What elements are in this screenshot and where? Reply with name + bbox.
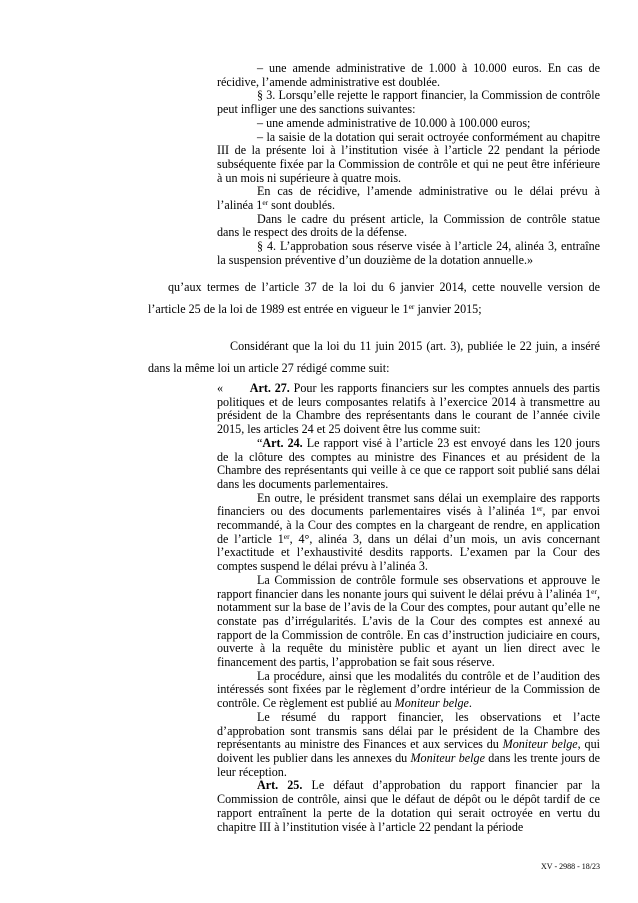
paragraph: “Art. 24. Le rapport visé à l’article 23 est envoyé dans les 120 jours de la clôture des comptes au ministre des Finances et au président de la Chambre des représentants qui veille à ce que ce rapport soit publié sans délai dans les documents parlementaires. <box>217 435 600 491</box>
paragraph: § 3. Lorsqu’elle rejette le rapport financier, la Commission de contrôle peut infliger une des sanctions suivantes: <box>217 88 600 117</box>
paragraph: En cas de récidive, l’amende administrative ou le délai prévu à l’alinéa 1er sont doublés. <box>217 184 600 213</box>
paragraph: La Commission de contrôle formule ses observations et approuve le rapport financier dans les nonante jours qui suivent le délai prévu à l’alinéa 1er, notamment sur la base de l’avis de la Cour des comptes, pour autant qu’elle ne constate pas d’irrégularités. L’avis de la Cour des comptes est annexé au rapport de la Commission de contrôle. En cas d’instruction judiciaire en cours, ouverte à la requête du ministère public et ayant un lien direct avec le financement des partis, l’approbation se fait sous réserve. <box>217 572 600 670</box>
body-paragraph-considerant: Considérant que la loi du 11 juin 2015 (art. 3), publiée le 22 juin, a inséré dans la même loi un article 27 rédigé comme suit: <box>148 339 600 375</box>
quoted-article-27-block <box>217 382 600 834</box>
page-footer-reference: XV - 2988 - 18/23 <box>541 862 600 871</box>
paragraph: – une amende administrative de 10.000 à 100.000 euros; <box>257 115 531 130</box>
paragraph: En outre, le président transmet sans délai un exemplaire des rapports financiers ou des documents parlementaires visés à l’alinéa 1er, par envoi recommandé, à la Cour des comptes en la chargeant de rendre, en application de l’article 1er, 4°, alinéa 3, dans un délai d’un mois, un avis concernant l’exactitude et l’exhaustivité desdits rapports. L’examen par la Cour des comptes suspend le délai prévu à l’alinéa 3. <box>217 490 600 574</box>
paragraph: Le résumé du rapport financier, les observations et l’acte d’approbation sont transmis sans délai par le président de la Chambre des représentants au ministre des Finances et aux services du Moniteur belge, qui doivent les publier dans les annexes du Moniteur belge dans les trente jours de leur réception. <box>217 709 600 779</box>
paragraph: La procédure, ainsi que les modalités du contrôle et de l’audition des intéressés sont fixées par le règlement d’ordre intérieur de la Commission de contrôle. Ce règlement est publié au Moniteur belge. <box>217 668 600 711</box>
body-paragraph-entry-into-force: qu’aux termes de l’article 37 de la loi du 6 janvier 2014, cette nouvelle version de l’article 25 de la loi de 1989 est entrée en vigueur le 1er janvier 2015; <box>148 280 600 316</box>
paragraph: § 4. L’approbation sous réserve visée à l’article 24, alinéa 3, entraîne la suspension préventive d’un douzième de la dotation annuelle.» <box>217 239 600 267</box>
paragraph: Art. 25. Le défaut d’approbation du rapport financier par la Commission de contrôle, ainsi que le défaut de dépôt ou le dépôt tardif de ce rapport entraînent la perte de la dotation qui serait octroyée en vertu du chapitre III à l’institution visée à l’article 22 pendant la période <box>217 778 601 834</box>
paragraph: « Art. 27. Pour les rapports financiers sur les comptes annuels des partis politiques et de leurs composantes relatifs à l’exercice 2014 à transmettre au président de la Chambre des représentants dans le courant de l’année civile 2015, les articles 24 et 25 doivent être lus comme suit: <box>217 381 600 437</box>
paragraph: – une amende administrative de 1.000 à 10.000 euros. En cas de récidive, l’amende administrative est doublée. <box>217 61 600 89</box>
paragraph: Dans le cadre du présent article, la Commission de contrôle statue dans le respect des droits de la défense. <box>217 211 600 240</box>
paragraph: – la saisie de la dotation qui serait octroyée conformément au chapitre III de la présente loi à l’institution visée à l’article 22 pendant la période subséquente fixée par la Commission de contrôle et qui ne peut être inférieure à un mois ni supérieure à quatre mois. <box>217 129 600 185</box>
quoted-article-25-block <box>217 62 600 268</box>
